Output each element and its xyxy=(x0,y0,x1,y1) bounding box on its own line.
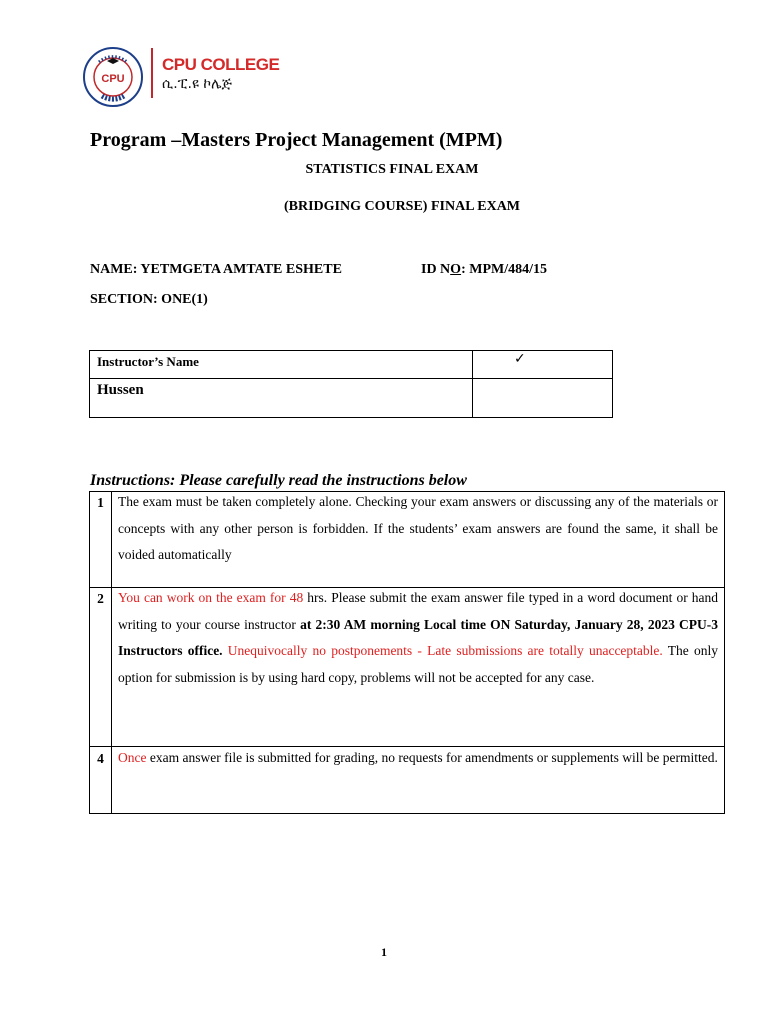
rule-deadline: at 2:30 AM morning Local time ON Saturday, January 28, 2023 CPU-3 Instructors office. xyxy=(118,616,718,658)
rule-number: 1 xyxy=(97,495,104,510)
program-title: Program –Masters Project Management (MPM) xyxy=(90,129,503,151)
rule-text-part: The only option for submission is by using hard copy, problems will not be accepted for any case. xyxy=(118,643,718,685)
exam-subtitle: (BRIDGING COURSE) FINAL EXAM xyxy=(283,199,521,214)
college-seal-icon xyxy=(82,46,144,108)
logo-text: CPU xyxy=(101,73,125,85)
rule-text-part: hrs. Please submit the exam answer file typed in a word document or hand writing to your course instructor xyxy=(118,590,718,632)
rule-text xyxy=(118,585,718,691)
instructor-header: Instructor’s Name xyxy=(97,354,199,369)
instructions-title: Instructions: Please carefully read the instructions below xyxy=(90,472,467,489)
rule-text: The exam must be taken completely alone. Checking your exam answers or discussing any of the materials or concepts with any other person is forbidden. If the students’ exam answers are found the same, it shall be voided automatically xyxy=(118,494,718,562)
brand-name-amharic: ሲ.ፒ.ዩ ኮሌጅ xyxy=(162,76,233,92)
page-number: 1 xyxy=(381,945,387,959)
instructor-table xyxy=(89,350,613,418)
instructor-name: Hussen xyxy=(97,382,144,398)
id-prefix: ID N xyxy=(421,262,451,277)
id-value: : MPM/484/15 xyxy=(461,262,547,277)
rule-red-text: Unequivocally no postponements - Late submissions are totally unacceptable. xyxy=(222,643,663,658)
rule-number: 4 xyxy=(97,751,104,766)
student-name: NAME: YETMGETA AMTATE ESHETE xyxy=(90,262,342,277)
rule-red-text: Once xyxy=(118,750,147,765)
exam-title: STATISTICS FINAL EXAM xyxy=(305,162,479,177)
rule-text xyxy=(118,745,718,772)
rule-red-text: You can work on the exam for 48 xyxy=(118,590,304,605)
instructions-table xyxy=(89,491,725,814)
id-underlined-letter: O xyxy=(450,262,462,277)
student-id xyxy=(421,262,547,278)
student-section: SECTION: ONE(1) xyxy=(90,292,208,307)
rule-number: 2 xyxy=(97,591,104,606)
rule-text-part: exam answer file is submitted for grading, no requests for amendments or supplements will be permitted. xyxy=(146,750,718,765)
logo-divider xyxy=(151,48,153,98)
checkmark-icon: ✓ xyxy=(514,351,526,367)
brand-name-english: CPU COLLEGE xyxy=(162,55,280,74)
college-logo xyxy=(82,46,144,108)
